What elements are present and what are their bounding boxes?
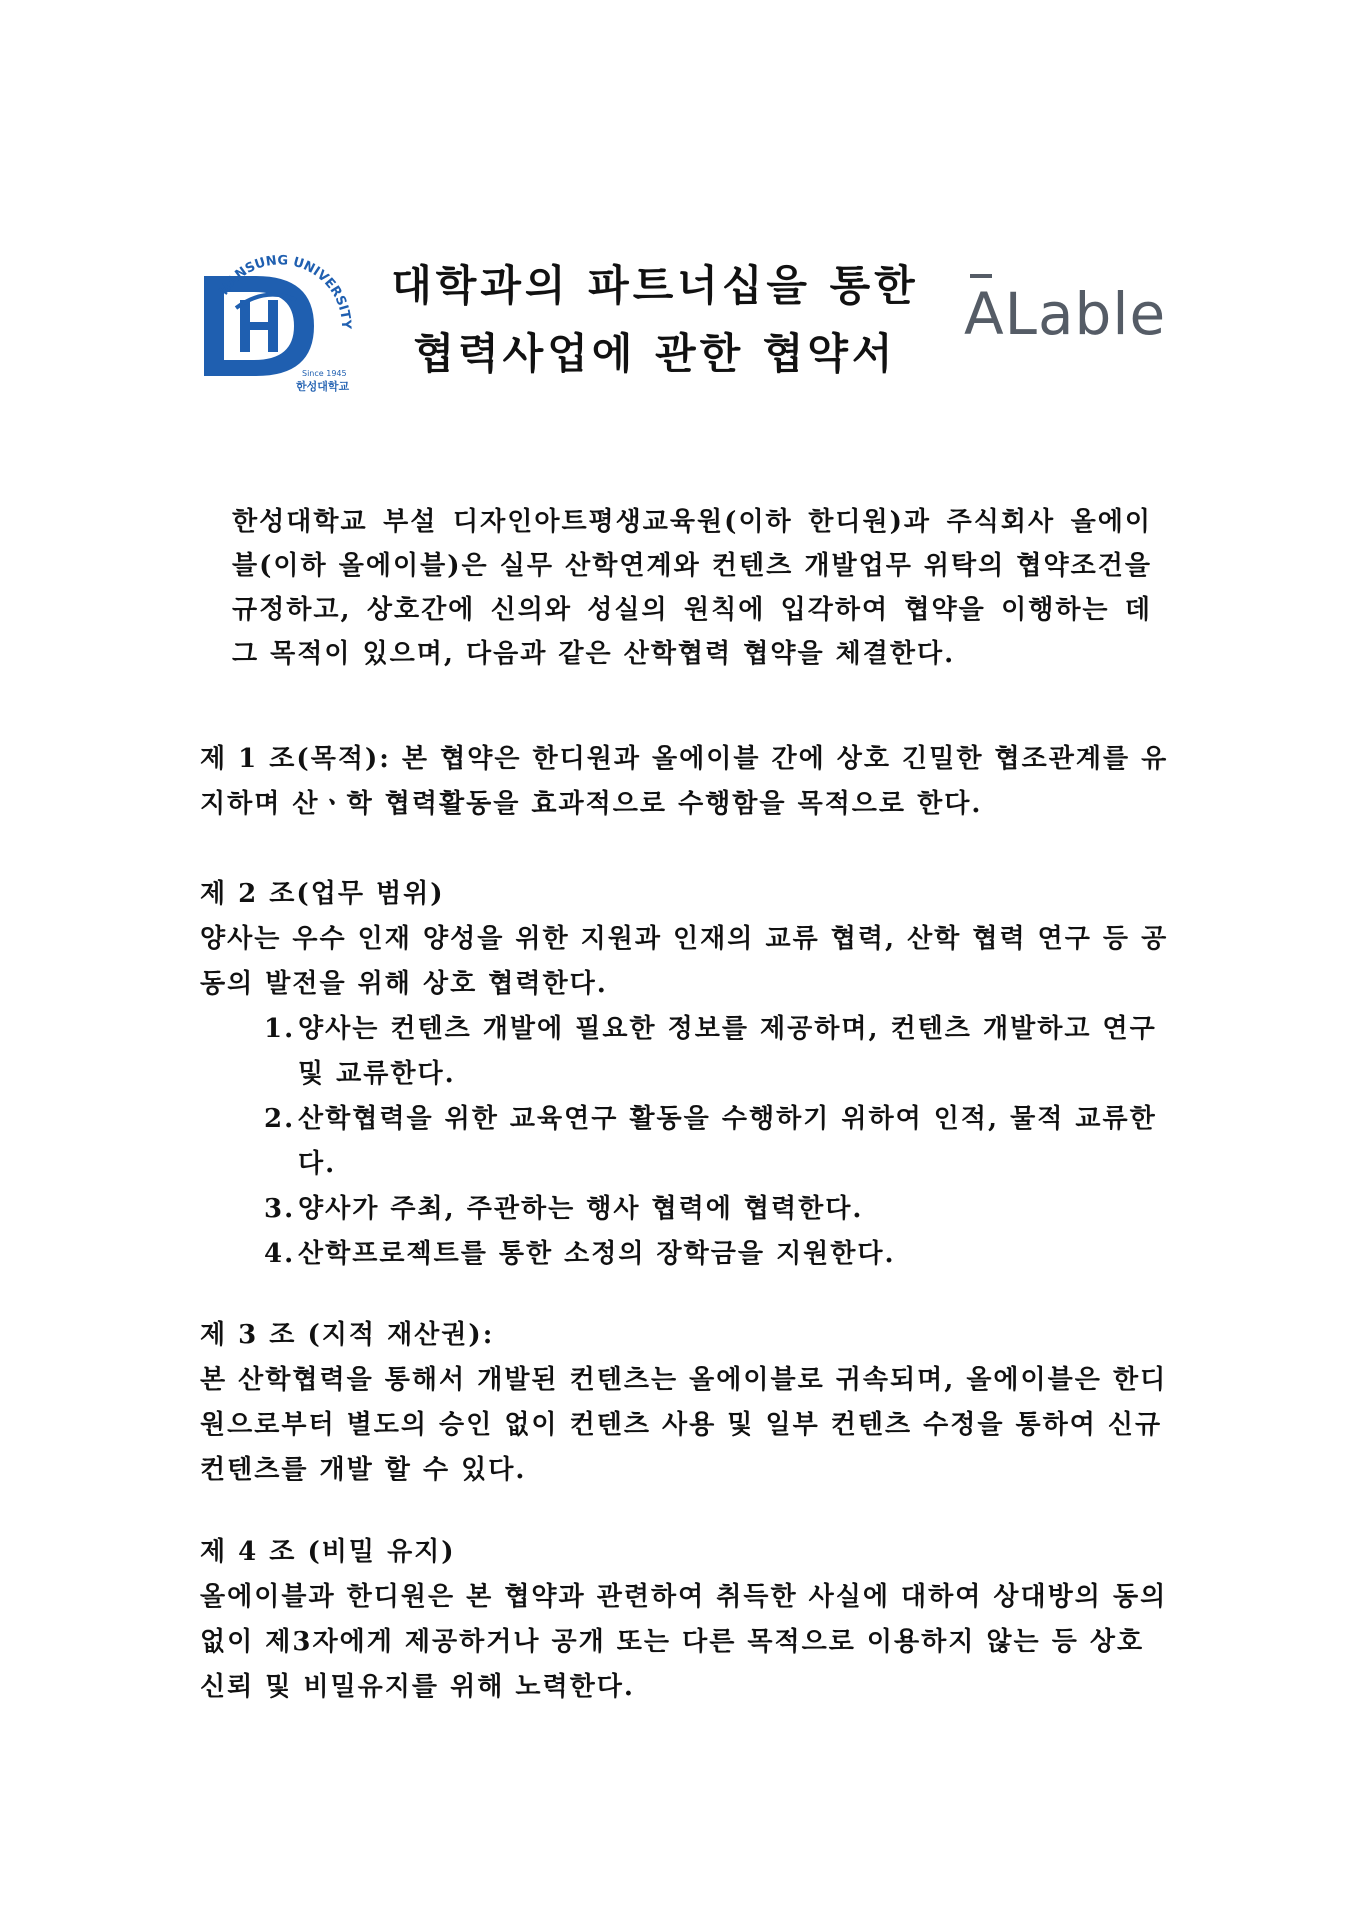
list-item: [200, 1187, 1180, 1232]
list-item: [200, 1097, 1180, 1187]
article-2-heading: 제 2 조(업무 범위): [200, 879, 445, 909]
list-item-number: 3.: [264, 1194, 296, 1224]
article-3: [200, 1313, 1180, 1493]
list-item-number: 1.: [264, 1014, 296, 1044]
hansung-university-logo: [196, 236, 356, 396]
document-title: [390, 252, 920, 388]
article-1-body: 본 협약은 한디원과 올에이블 간에 상호 긴밀한 협조관계를 유지하며 산ㆍ학 협력활동을 효과적으로 수행함을 목적으로 한다.: [200, 744, 1169, 819]
article-2-body: 양사는 우수 인재 양성을 위한 지원과 인재의 교류 협력, 산학 협력 연구 등 공동의 발전을 위해 상호 협력한다.: [200, 924, 1169, 999]
list-item: [200, 1007, 1180, 1097]
article-1: [200, 737, 1180, 827]
article-2-list: [200, 1007, 1180, 1277]
hansung-logo-korean: 한성대학교: [296, 380, 350, 393]
article-2: [200, 872, 1180, 1277]
list-item: [200, 1232, 1180, 1277]
title-line-2: 협력사업에 관한 협약서: [413, 329, 897, 378]
list-item-text: 산학프로젝트를 통한 소정의 장학금을 지원한다.: [298, 1239, 896, 1269]
list-item-number: 2.: [264, 1104, 296, 1134]
article-4-heading: 제 4 조 (비밀 유지): [200, 1537, 456, 1567]
list-item-text: 양사는 컨텐츠 개발에 필요한 정보를 제공하며, 컨텐츠 개발하고 연구 및 교류한다.: [298, 1014, 1157, 1089]
title-line-1: 대학과의 파트너십을 통한: [391, 261, 919, 310]
intro-paragraph: 한성대학교 부설 디자인아트평생교육원(이하 한디원)과 주식회사 올에이블(이하 올에이블)은 실무 산학연계와 컨텐츠 개발업무 위탁의 협약조건을 규정하고, 상호간에 신의와 성실의 원칙에 입각하여 협약을 이행하는 데 그 목적이 있으며, 다음과 같은 산학협력 협약을 체결한다.: [232, 507, 1152, 669]
list-item-number: 4.: [264, 1239, 296, 1269]
list-item-text: 산학협력을 위한 교육연구 활동을 수행하기 위하여 인적, 물적 교류한다.: [298, 1104, 1157, 1179]
alable-logo: [960, 270, 1170, 350]
article-3-heading: 제 3 조 (지적 재산권):: [200, 1320, 495, 1350]
article-4: [200, 1530, 1180, 1710]
hansung-logo-arc-text: HANSUNG UNIVERSITY: [216, 253, 354, 330]
hansung-logo-since: Since 1945: [302, 369, 347, 378]
article-1-heading: 제 1 조(목적):: [200, 744, 391, 774]
article-4-body: 올에이블과 한디원은 본 협약과 관련하여 취득한 사실에 대하여 상대방의 동의 없이 제3자에게 제공하거나 공개 또는 다른 목적으로 이용하지 않는 등 상호 신뢰 및 비밀유지를 위해 노력한다.: [200, 1582, 1168, 1702]
list-item-text: 양사가 주최, 주관하는 행사 협력에 협력한다.: [298, 1194, 864, 1224]
alable-logo-text: ALable: [964, 280, 1167, 348]
article-3-body: 본 산학협력을 통해서 개발된 컨텐츠는 올에이블로 귀속되며, 올에이블은 한디원으로부터 별도의 승인 없이 컨텐츠 사용 및 일부 컨텐츠 수정을 통하여 신규 컨텐츠를 개발 할 수 있다.: [200, 1365, 1168, 1485]
